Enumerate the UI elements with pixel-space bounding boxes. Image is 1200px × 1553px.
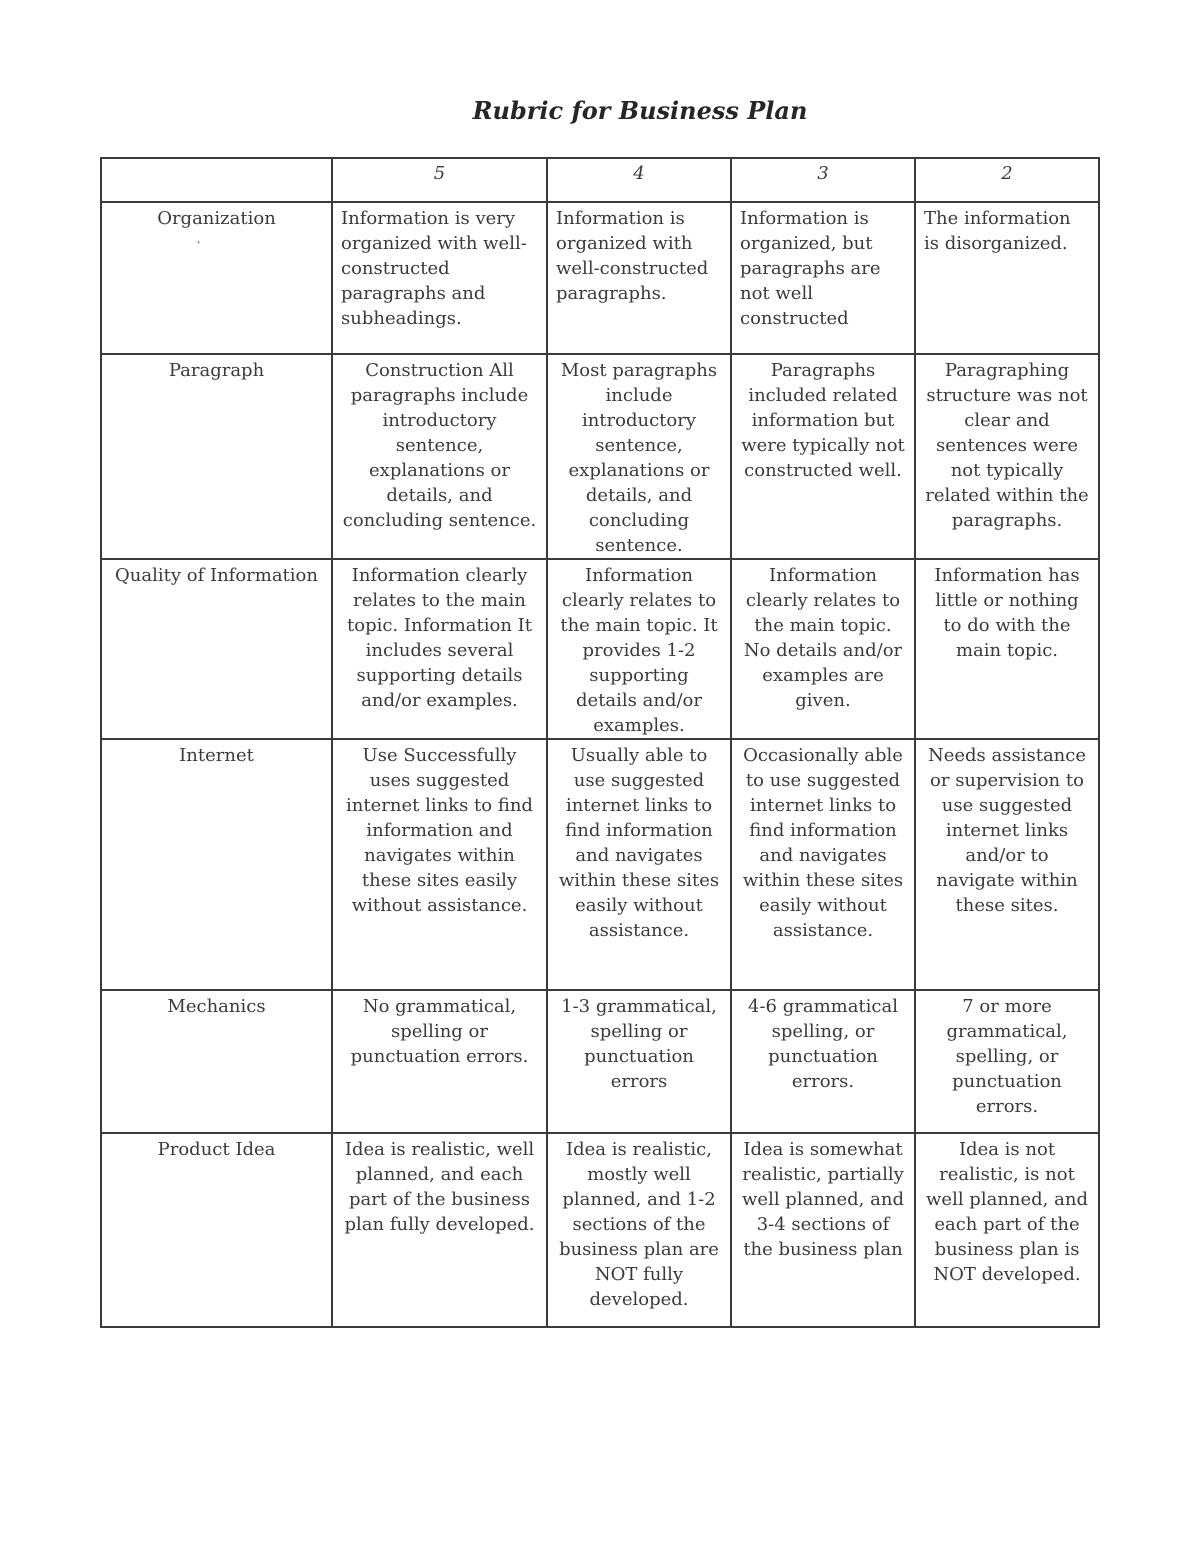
criterion-label: Organization: [157, 208, 276, 229]
column-header-score-3: 3: [731, 158, 915, 202]
score-5-cell: Idea is realistic, well planned, and each part of the business plan fully developed.: [332, 1133, 547, 1327]
score-3-cell: Occasionally able to use suggested internet links to find information and navigates within these sites easily without assistance.: [731, 739, 915, 990]
score-3-cell: Paragraphs included related information but were typically not constructed well.: [731, 354, 915, 559]
score-2-cell: Information has little or nothing to do with the main topic.: [915, 559, 1099, 739]
column-header-score-2: 2: [915, 158, 1099, 202]
page-title: Rubric for Business Plan: [472, 96, 808, 125]
score-5-cell: Information clearly relates to the main topic. Information It includes several supporting details and/or examples.: [332, 559, 547, 739]
score-2-cell: Idea is not realistic, is not well planned, and each part of the business plan is NOT developed.: [915, 1133, 1099, 1327]
table-row: [101, 202, 1099, 354]
table-row: [101, 354, 1099, 559]
score-4-cell: 1-3 grammatical, spelling or punctuation errors: [547, 990, 731, 1133]
row-criterion: Quality of Information: [101, 559, 332, 739]
table-row: [101, 559, 1099, 739]
score-4-cell: Most paragraphs include introductory sentence, explanations or details, and concluding sentence.: [547, 354, 731, 559]
score-3-cell: 4-6 grammatical spelling, or punctuation errors.: [731, 990, 915, 1133]
column-header-criterion: [101, 158, 332, 202]
score-4-cell: Usually able to use suggested internet links to find information and navigates within these sites easily without assistance.: [547, 739, 731, 990]
table-header-row: [101, 158, 1099, 202]
table-row: [101, 990, 1099, 1133]
column-header-score-4: 4: [547, 158, 731, 202]
score-4-cell: Idea is realistic, mostly well planned, and 1-2 sections of the business plan are NOT fully developed.: [547, 1133, 731, 1327]
score-4-cell: Information is organized with well-constructed paragraphs.: [547, 202, 731, 354]
row-criterion: [101, 202, 332, 354]
score-2-cell: The information is disorganized.: [915, 202, 1099, 354]
row-criterion: Paragraph: [101, 354, 332, 559]
score-3-cell: Idea is somewhat realistic, partially well planned, and 3-4 sections of the business plan: [731, 1133, 915, 1327]
score-5-cell: Construction All paragraphs include introductory sentence, explanations or details, and concluding sentence.: [332, 354, 547, 559]
criterion-mark: .: [196, 232, 201, 246]
score-4-cell: Information clearly relates to the main topic. It provides 1-2 supporting details and/or examples.: [547, 559, 731, 739]
table-row: [101, 739, 1099, 990]
row-criterion: Mechanics: [101, 990, 332, 1133]
column-header-score-5: 5: [332, 158, 547, 202]
score-5-cell: No grammatical, spelling or punctuation errors.: [332, 990, 547, 1133]
score-5-cell: Information is very organized with well-constructed paragraphs and subheadings.: [332, 202, 547, 354]
score-5-cell: Use Successfully uses suggested internet links to find information and navigates within these sites easily without assistance.: [332, 739, 547, 990]
score-2-cell: Paragraphing structure was not clear and sentences were not typically related within the paragraphs.: [915, 354, 1099, 559]
score-3-cell: Information is organized, but paragraphs are not well constructed: [731, 202, 915, 354]
score-3-cell: Information clearly relates to the main topic. No details and/or examples are given.: [731, 559, 915, 739]
row-criterion: Internet: [101, 739, 332, 990]
row-criterion: Product Idea: [101, 1133, 332, 1327]
score-2-cell: 7 or more grammatical, spelling, or punctuation errors.: [915, 990, 1099, 1133]
rubric-table: [100, 157, 1100, 1328]
score-2-cell: Needs assistance or supervision to use suggested internet links and/or to navigate within these sites.: [915, 739, 1099, 990]
table-row: [101, 1133, 1099, 1327]
